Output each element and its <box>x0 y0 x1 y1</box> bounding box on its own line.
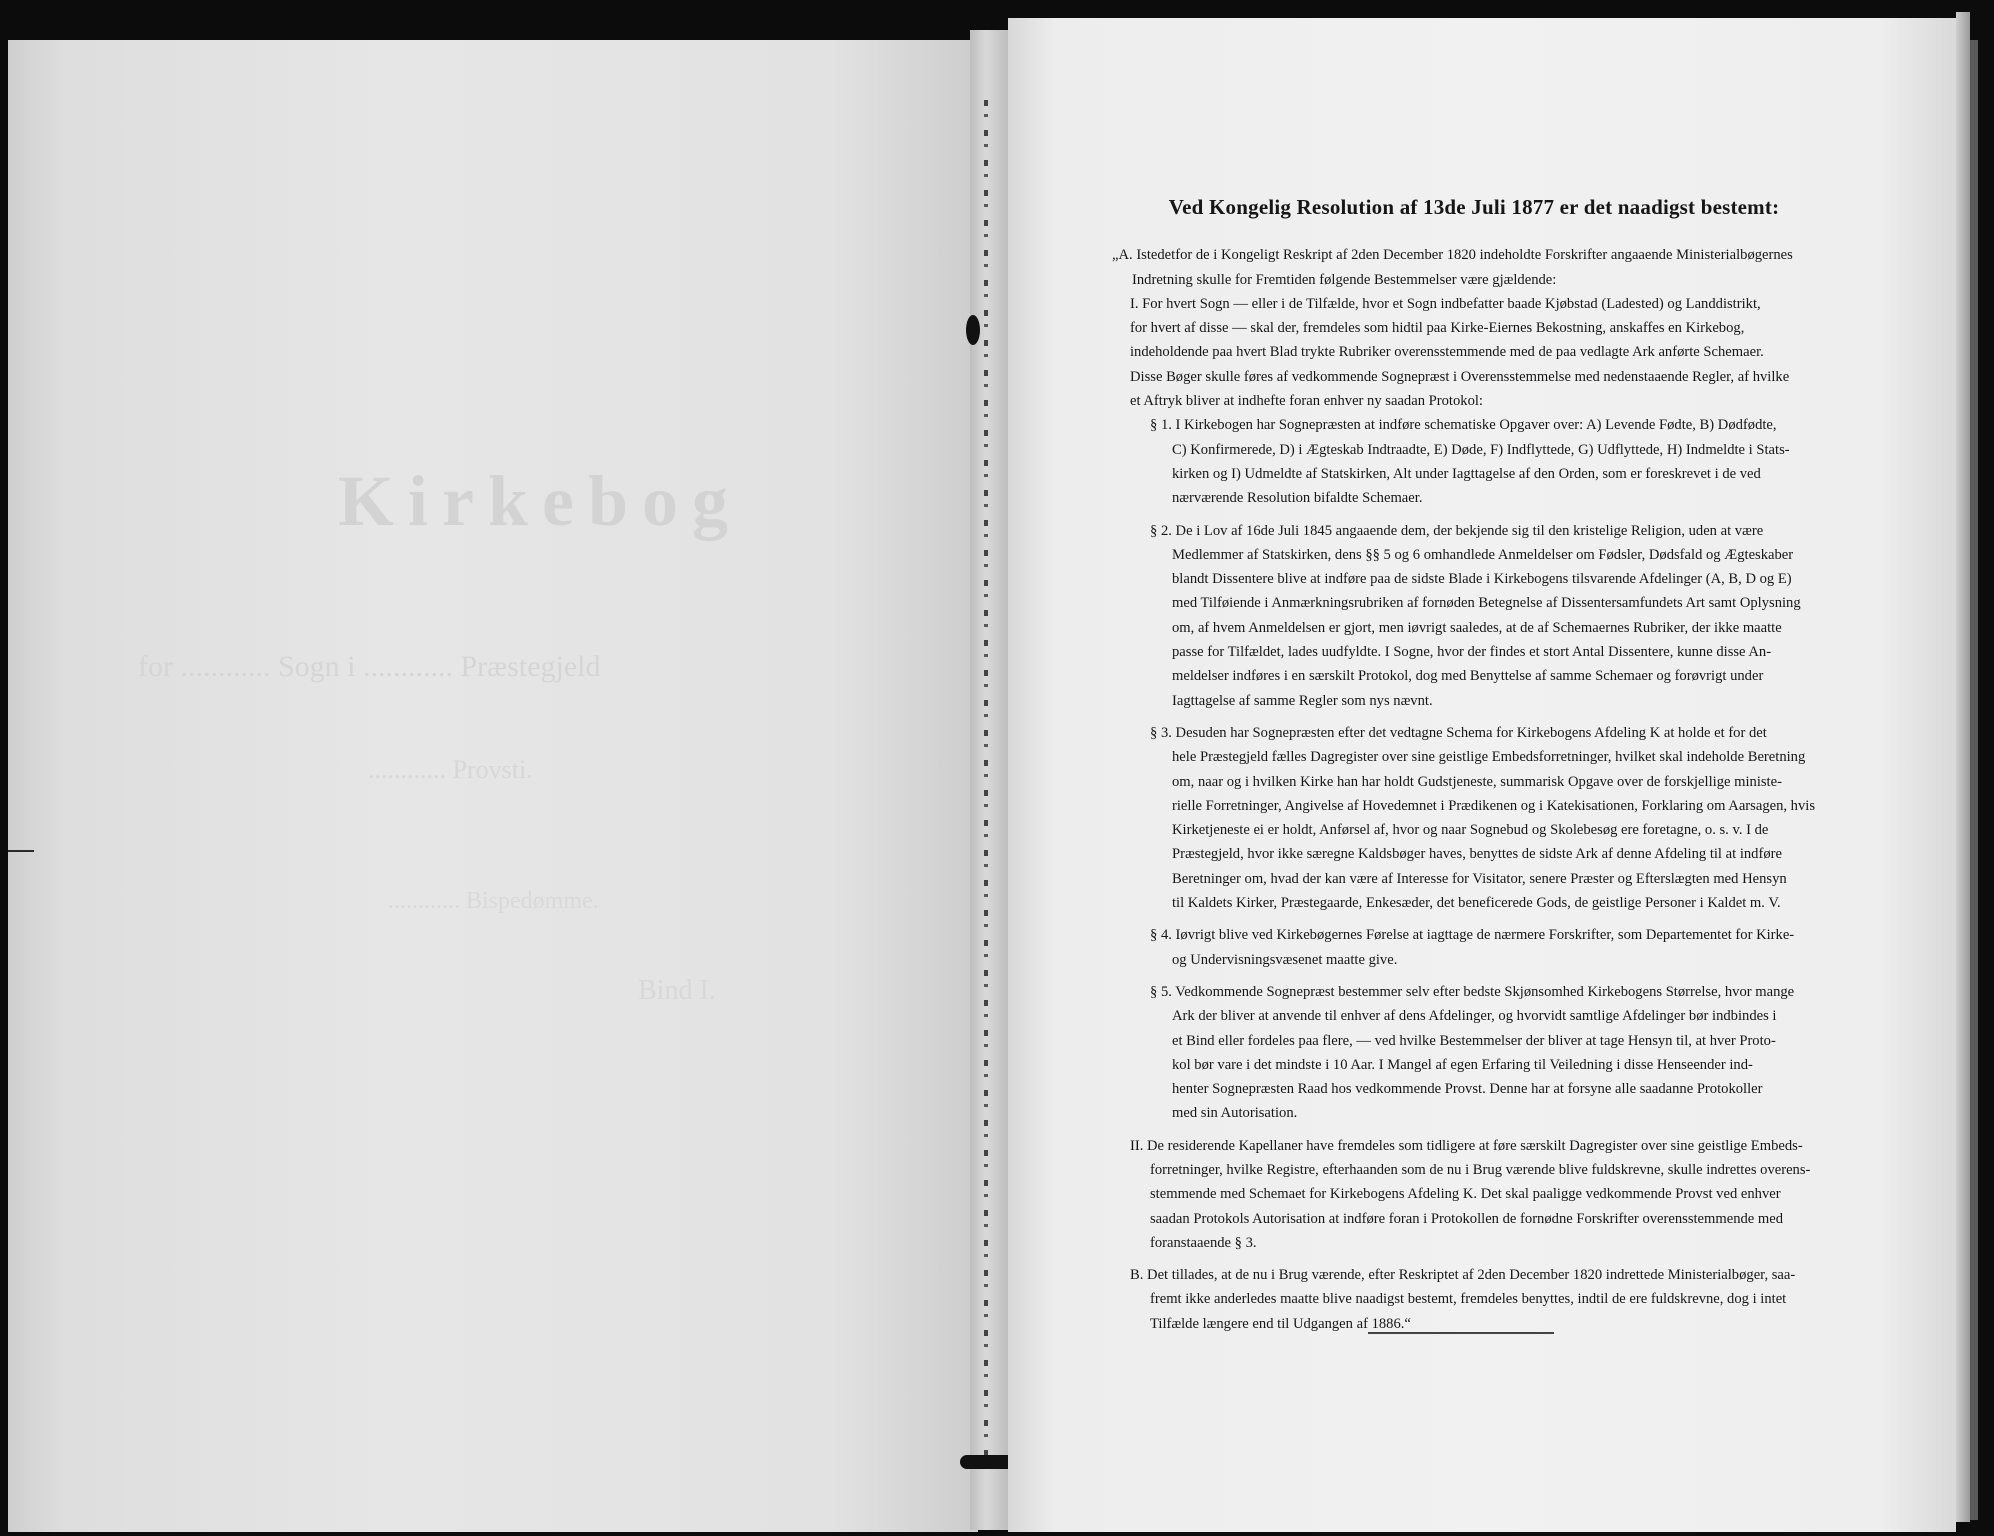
text-line: Medlemmer af Statskirken, dens §§ 5 og 6 omhandlede Anmeldelser om Fødsler, Dødsfald og Ægteskaber <box>1172 546 1794 563</box>
text-line: Præstegjeld, hvor ikke særegne Kaldsbøger haves, benyttes de sidste Ark af denne Afdeling til at indføre <box>1172 846 1782 863</box>
page-edge-shadow <box>1970 40 1978 1520</box>
text-line: Iagttagelse af samme Regler som nys nævnt. <box>1172 692 1433 709</box>
text-line: nærværende Resolution bifaldte Schemaer. <box>1172 490 1423 507</box>
text-line: § 2. De i Lov af 16de Juli 1845 angaaende dem, der bekjende sig til den kristelige Religion, uden at være <box>1150 522 1764 539</box>
text-line: Ark der bliver at anvende til enhver af dens Afdelinger, og hvorvidt samtlige Afdelinger bør indbindes i <box>1172 1008 1777 1025</box>
text-line: Indretning skulle for Fremtiden følgende Bestemmelser være gjældende: <box>1132 271 1557 288</box>
paragraph-i <box>1112 292 1816 413</box>
text-line: med Tilføiende i Anmærkningsrubriken af fornøden Betegnelse af Dissentersamfundets Art samt Oplysning <box>1172 595 1801 612</box>
left-page <box>8 40 978 1532</box>
text-line: om, af hvem Anmeldelsen er gjort, men iøvrigt saaledes, at de af Schemaernes Rubriker, der ikke maatte <box>1172 619 1782 636</box>
section-2 <box>1112 519 1816 713</box>
text-line: II. De residerende Kapellaner have fremdeles som tidligere at føre særskilt Dagregister over sine geistlige Embeds- <box>1130 1137 1803 1154</box>
text-line: meldelser indføres i en særskilt Protokol, dog med Benyttelse af samme Schemaer og forøvrigt under <box>1172 668 1764 685</box>
text-line: Kirketjeneste ei er holdt, Anførsel af, hvor og naar Sognebud og Skolebesøg ere foretagne, o. s. v. I de <box>1172 822 1769 839</box>
text-line: I. For hvert Sogn — eller i de Tilfælde, hvor et Sogn indbefatter baade Kjøbstad (Ladested) og Landdistrikt, <box>1130 295 1761 312</box>
text-line: Beretninger om, hvad der kan være af Interesse for Visitator, senere Præster og Efterslægten med Hensyn <box>1172 870 1787 887</box>
section-4 <box>1112 923 1816 972</box>
text-line: § 1. I Kirkebogen har Sognepræsten at indføre schematiske Opgaver over: A) Levende Fødte, B) Dødfødte, <box>1150 417 1777 434</box>
text-line: § 4. Iøvrigt blive ved Kirkebøgernes Førelse at iagttage de nærmere Forskrifter, som Departementet for Kirke- <box>1150 927 1795 944</box>
text-line: Tilfælde længere end til Udgangen af 1886.“ <box>1150 1315 1411 1332</box>
show-through-line: for ............ Sogn i ............ Præstegjeld <box>138 650 601 683</box>
section-5 <box>1112 980 1816 1126</box>
show-through-title: Kirkebog <box>338 461 743 541</box>
text-line: C) Konfirmerede, D) i Ægteskab Indtraadte, E) Døde, F) Indflyttede, G) Udflyttede, H) Indmeldte i Stats- <box>1172 441 1790 458</box>
text-line: hele Præstegjeld fælles Dagregister over sine geistlige Embedsforretninger, hvilket skal indeholde Beretning <box>1172 749 1806 766</box>
text-line: Disse Bøger skulle føres af vedkommende Sognepræst i Overensstemmelse med nedenstaaende Regler, af hvilke <box>1130 368 1790 385</box>
text-line: fremt ikke anderledes maatte blive naadigst bestemt, fremdeles benyttes, indtil de ere fuldskrevne, dog i intet <box>1150 1291 1787 1308</box>
closing-rule <box>1368 1332 1554 1334</box>
text-line: foranstaaende § 3. <box>1150 1234 1257 1251</box>
show-through-line: ............ Provsti. <box>368 755 533 784</box>
text-line: § 3. Desuden har Sognepræsten efter det vedtagne Schema for Kirkebogens Afdeling K at holde et for det <box>1150 724 1767 741</box>
text-line: § 5. Vedkommende Sognepræst bestemmer selv efter bedste Skjønsomhed Kirkebogens Størrelse, hvor mange <box>1150 983 1795 1000</box>
show-through-line: Bind I. <box>638 975 716 1006</box>
text-line: kol bør vare i det mindste i 10 Aar. I Mangel af egen Erfaring til Veiledning i disse Henseender ind- <box>1172 1056 1753 1073</box>
ink-blot <box>966 315 980 345</box>
text-line: blandt Dissentere blive at indføre paa de sidste Blade i Kirkebogens tilsvarende Afdelinger (A, B, D og E) <box>1172 571 1792 588</box>
section-3 <box>1112 721 1816 915</box>
page-edge-mark <box>8 850 34 852</box>
paragraph-a <box>1112 243 1816 292</box>
text-line: til Kaldets Kirker, Præstegaarde, Enkesæder, det beneficerede Gods, de geistlige Personer i Kaldet m. V. <box>1172 895 1781 912</box>
text-line: om, naar og i hvilken Kirke han har holdt Gudstjeneste, summarisk Opgave over de forskjellige ministe- <box>1172 773 1782 790</box>
text-line: forretninger, hvilke Registre, efterhaanden som de nu i Brug værende blive fuldskrevne, skulle indrettes overens- <box>1150 1161 1811 1178</box>
text-line: rielle Forretninger, Angivelse af Hovedemnet i Prædikenen og i Katekisationen, Forklaring om Aarsagen, hvis <box>1172 797 1816 814</box>
page-heading: Ved Kongelig Resolution af 13de Juli 1877 er det naadigst bestemt: <box>1168 195 1780 219</box>
paragraph-ii <box>1112 1134 1816 1255</box>
book-spine <box>970 30 1010 1530</box>
text-line: med sin Autorisation. <box>1172 1105 1298 1122</box>
text-line: henter Sognepræsten Raad hos vedkommende Provst. Denne har at forsyne alle saadanne Protokoller <box>1172 1081 1763 1098</box>
text-line: stemmende med Schemaet for Kirkebogens Afdeling K. Det skal paaligge vedkommende Provst ved enhver <box>1150 1186 1781 1203</box>
show-through-line: ............ Bispedømme. <box>388 888 599 914</box>
resolution-text <box>1112 195 1816 1336</box>
page-edge <box>1956 12 1970 1522</box>
binding-stitches <box>984 100 988 1480</box>
text-line: kirken og I) Udmeldte af Statskirken, Alt under Iagttagelse af den Orden, som er foreskrevet i de ved <box>1172 465 1761 482</box>
text-line: et Bind eller fordeles paa flere, — ved hvilke Bestemmelser der bliver at tage Hensyn til, at hver Proto- <box>1172 1032 1776 1049</box>
text-line: et Aftryk bliver at indhefte foran enhver ny saadan Protokol: <box>1130 393 1483 410</box>
text-line: „A. Istedetfor de i Kongeligt Reskript af 2den December 1820 indeholdte Forskrifter angaaende Ministerialbøgernes <box>1112 247 1793 264</box>
paragraph-b <box>1112 1263 1816 1336</box>
text-line: saadan Protokols Autorisation at indføre foran i Protokollen de fornødne Forskrifter overensstemmende med <box>1150 1210 1784 1227</box>
text-line: B. Det tillades, at de nu i Brug værende, efter Reskriptet af 2den December 1820 indrettede Ministerialbøger, saa- <box>1130 1267 1796 1284</box>
text-line: for hvert af disse — skal der, fremdeles som hidtil paa Kirke-Eiernes Bekostning, anskaffes en Kirkebog, <box>1130 320 1745 337</box>
text-line: passe for Tilfældet, lades uudfyldte. I Sogne, hvor der findes et stort Antal Dissentere, kunne disse An- <box>1172 644 1772 661</box>
text-line: indeholdende paa hvert Blad trykte Rubriker overensstemmende med de paa vedlagte Ark anførte Schemaer. <box>1130 344 1764 361</box>
section-1 <box>1112 413 1816 510</box>
text-line: og Undervisningsvæsenet maatte give. <box>1172 951 1398 968</box>
